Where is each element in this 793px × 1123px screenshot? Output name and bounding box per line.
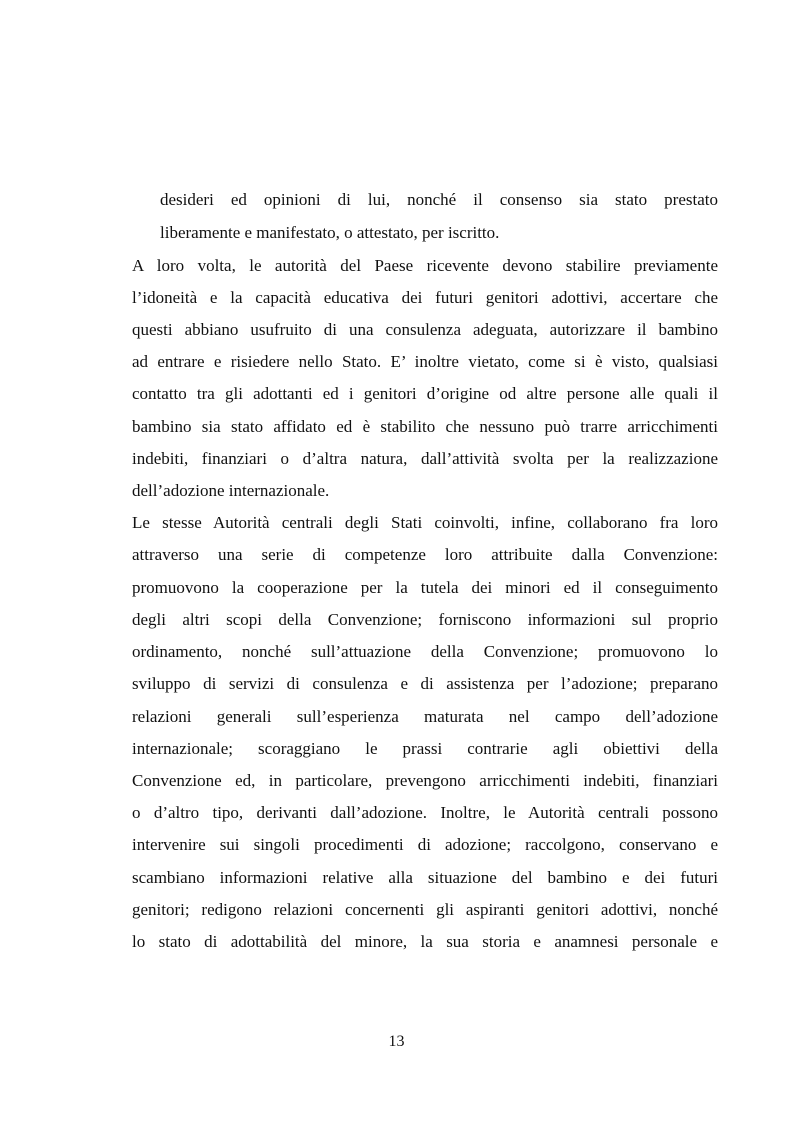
text-line: relazioni generali sull’esperienza maturata nel campo dell’adozione: [132, 707, 718, 726]
text-line: Le stesse Autorità centrali degli Stati coinvolti, infine, collaborano fra loro: [132, 513, 718, 532]
text-line: indebiti, finanziari o d’altra natura, dall’attività svolta per la realizzazione: [132, 449, 718, 468]
text-line: liberamente e manifestato, o attestato, per iscritto.: [160, 223, 500, 242]
text-line: promuovono la cooperazione per la tutela dei minori ed il conseguimento: [132, 578, 718, 597]
text-line: lo stato di adottabilità del minore, la sua storia e anamnesi personale e: [132, 932, 718, 951]
text-line: l’idoneità e la capacità educativa dei futuri genitori adottivi, accertare che: [132, 288, 718, 307]
text-line: desideri ed opinioni di lui, nonché il consenso sia stato prestato: [160, 190, 718, 209]
text-line: sviluppo di servizi di consulenza e di assistenza per l’adozione; preparano: [132, 674, 718, 693]
text-line: o d’altro tipo, derivanti dall’adozione. Inoltre, le Autorità centrali possono: [132, 803, 718, 822]
text-line: internazionale; scoraggiano le prassi contrarie agli obiettivi della: [132, 739, 718, 758]
page-number: 13: [388, 1033, 405, 1050]
text-line: bambino sia stato affidato ed è stabilito che nessuno può trarre arricchimenti: [132, 417, 718, 436]
text-line: questi abbiano usufruito di una consulenza adeguata, autorizzare il bambino: [132, 320, 718, 339]
text-line: intervenire sui singoli procedimenti di adozione; raccolgono, conservano e: [132, 835, 718, 854]
text-line: A loro volta, le autorità del Paese ricevente devono stabilire previamente: [132, 256, 718, 275]
text-line: ordinamento, nonché sull’attuazione della Convenzione; promuovono lo: [132, 642, 718, 661]
text-line: genitori; redigono relazioni concernenti gli aspiranti genitori adottivi, nonché: [132, 900, 718, 919]
text-line: scambiano informazioni relative alla situazione del bambino e dei futuri: [132, 868, 718, 887]
text-line: ad entrare e risiedere nello Stato. E’ inoltre vietato, come si è visto, qualsiasi: [132, 352, 718, 371]
text-line: Convenzione ed, in particolare, prevengono arricchimenti indebiti, finanziari: [132, 771, 718, 790]
text-line: dell’adozione internazionale.: [132, 481, 330, 500]
text-line: contatto tra gli adottanti ed i genitori d’origine od altre persone alle quali il: [132, 384, 718, 403]
text-line: degli altri scopi della Convenzione; forniscono informazioni sul proprio: [132, 610, 718, 629]
text-line: attraverso una serie di competenze loro attribuite dalla Convenzione:: [132, 545, 718, 564]
